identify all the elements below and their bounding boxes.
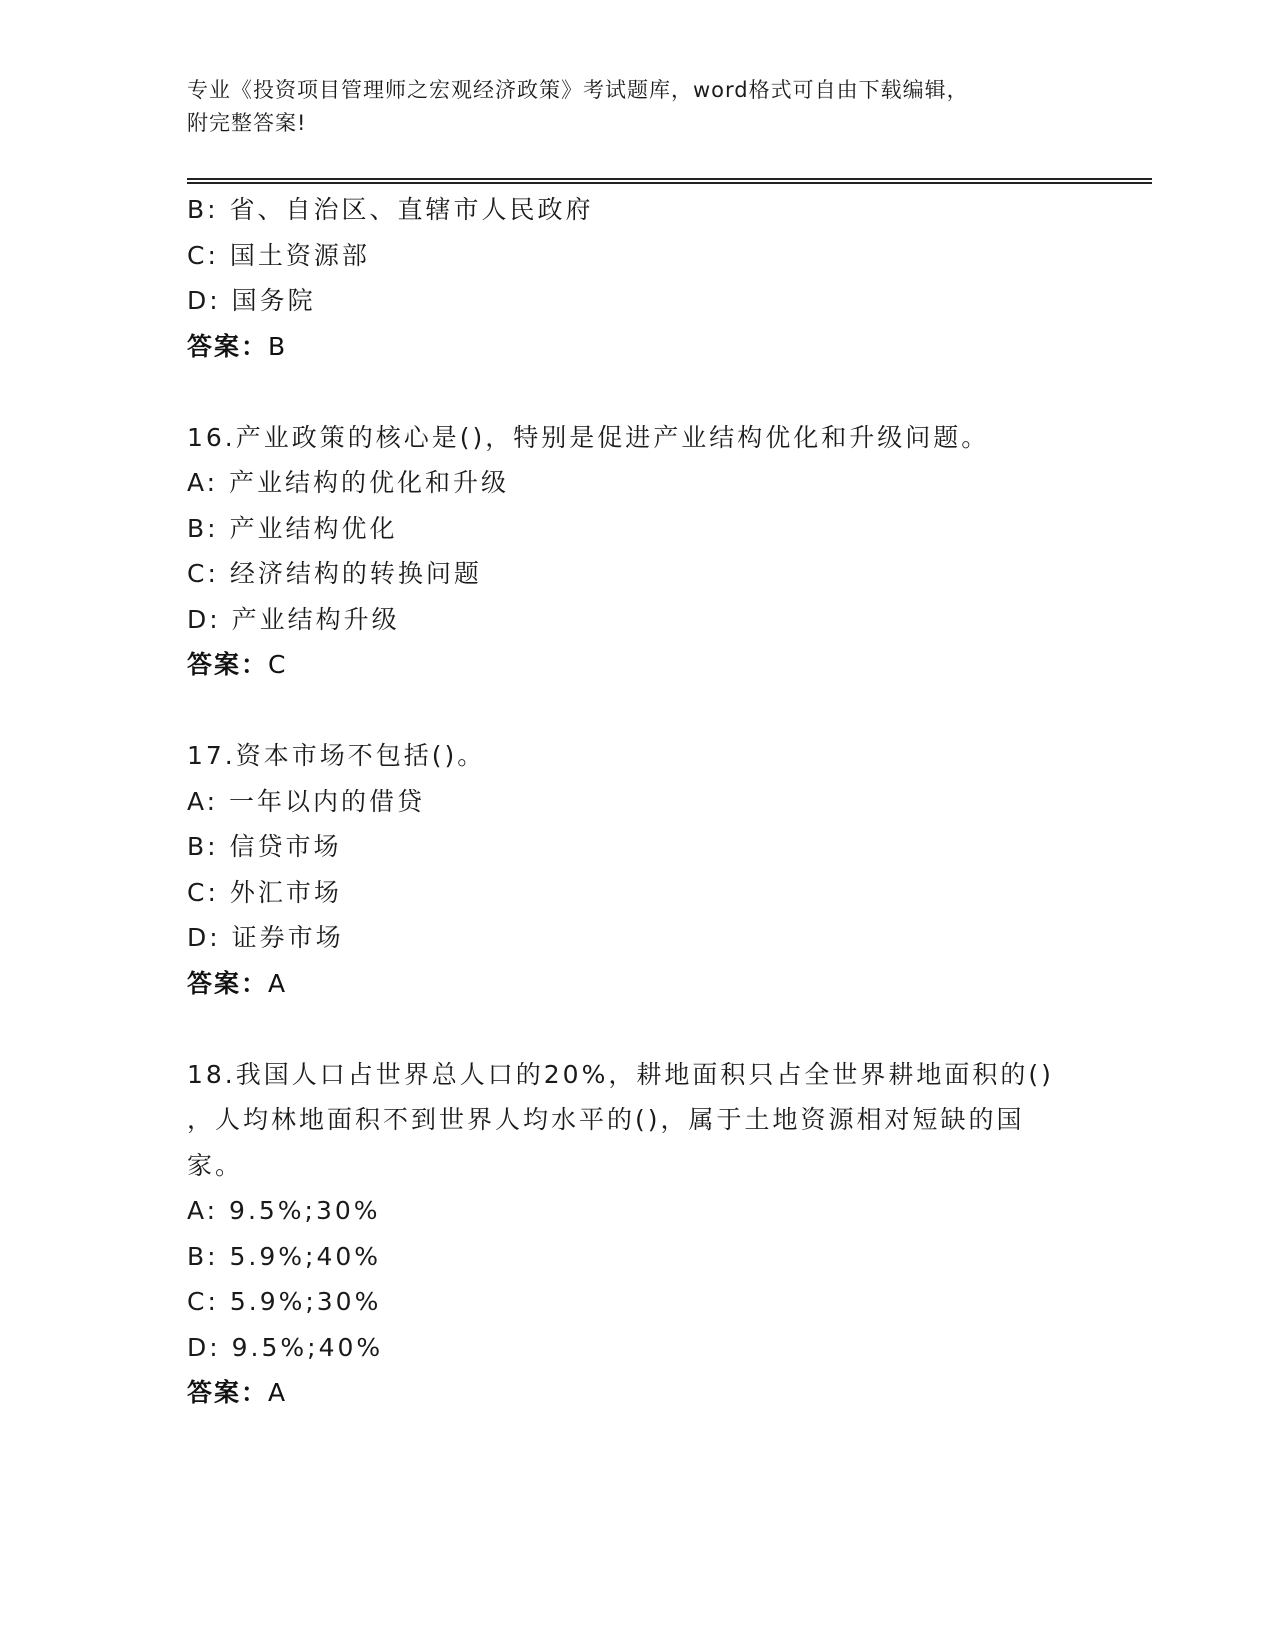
option-label: D: xyxy=(187,604,221,634)
answer-line xyxy=(187,1370,1087,1416)
option-text: 外汇市场 xyxy=(229,877,342,907)
option-text: 产业结构优化 xyxy=(229,513,398,543)
answer-line xyxy=(187,642,1087,688)
option-c xyxy=(187,233,1087,279)
question-stem-line-2: ，人均林地面积不到世界人均水平的()，属于土地资源相对短缺的国 xyxy=(187,1105,1025,1134)
option-b xyxy=(187,187,1087,233)
option-d xyxy=(187,915,1087,961)
option-d xyxy=(187,597,1087,643)
header-divider-bottom xyxy=(187,182,1152,184)
option-label: D: xyxy=(187,1332,221,1362)
option-label: C: xyxy=(187,877,219,907)
spacer xyxy=(187,688,1087,734)
option-d xyxy=(187,278,1087,324)
answer-value: A xyxy=(268,1378,289,1407)
option-a xyxy=(187,1188,1087,1234)
option-label: C: xyxy=(187,240,219,270)
question-18-block xyxy=(187,1052,1087,1416)
option-text: 产业结构升级 xyxy=(231,604,400,634)
option-label: A: xyxy=(187,468,219,497)
option-label: B: xyxy=(187,1241,219,1271)
option-text: 省、自治区、直辖市人民政府 xyxy=(229,195,594,224)
option-label: A: xyxy=(187,1196,219,1225)
option-text: 国土资源部 xyxy=(229,240,370,270)
question-stem: 16.产业政策的核心是()，特别是促进产业结构优化和升级问题。 xyxy=(187,422,990,452)
option-text: 5.9%;30% xyxy=(229,1287,382,1316)
option-label: D: xyxy=(187,286,221,315)
question-stem-line-1: 18.我国人口占世界总人口的20%，耕地面积只占全世界耕地面积的() xyxy=(187,1059,1054,1089)
header-line-1: 专业《投资项目管理师之宏观经济政策》考试题库，word格式可自由下载编辑， xyxy=(187,78,969,102)
option-text: 9.5%;40% xyxy=(231,1332,384,1362)
option-label: B: xyxy=(187,832,219,861)
option-text: 证券市场 xyxy=(231,923,344,952)
document-header xyxy=(187,74,1087,140)
question-17-block xyxy=(187,733,1087,1006)
answer-label: 答案： xyxy=(187,650,269,679)
question-stem: 17.资本市场不包括()。 xyxy=(187,741,486,770)
option-b xyxy=(187,1234,1087,1280)
answer-value: C xyxy=(268,650,289,679)
header-line-2: 附完整答案! xyxy=(187,111,307,135)
option-label: B: xyxy=(187,195,219,224)
header-divider-top xyxy=(187,178,1152,180)
option-d xyxy=(187,1325,1087,1371)
option-label: B: xyxy=(187,513,219,543)
option-b xyxy=(187,824,1087,870)
question-stem-line-3: 家。 xyxy=(187,1150,244,1180)
answer-line xyxy=(187,324,1087,370)
option-text: 一年以内的借贷 xyxy=(229,786,426,816)
option-text: 产业结构的优化和升级 xyxy=(229,468,510,497)
option-text: 经济结构的转换问题 xyxy=(229,559,482,588)
option-c xyxy=(187,1279,1087,1325)
option-b xyxy=(187,506,1087,552)
option-label: C: xyxy=(187,1287,219,1316)
option-text: 国务院 xyxy=(231,286,316,315)
answer-label: 答案： xyxy=(187,331,269,361)
option-c xyxy=(187,870,1087,916)
spacer xyxy=(187,369,1087,415)
option-label: A: xyxy=(187,786,219,816)
question-16-block xyxy=(187,415,1087,688)
option-c xyxy=(187,551,1087,597)
answer-value: B xyxy=(268,331,289,361)
option-a xyxy=(187,779,1087,825)
answer-label: 答案： xyxy=(187,968,269,998)
answer-value: A xyxy=(268,968,289,998)
question-content xyxy=(187,187,1087,1416)
option-text: 5.9%;40% xyxy=(229,1241,382,1271)
option-label: D: xyxy=(187,923,221,952)
answer-label: 答案： xyxy=(187,1378,269,1407)
option-text: 9.5%;30% xyxy=(229,1196,381,1225)
previous-question-block xyxy=(187,187,1087,369)
option-a xyxy=(187,460,1087,506)
option-label: C: xyxy=(187,559,219,588)
option-text: 信贷市场 xyxy=(229,832,342,861)
spacer xyxy=(187,1006,1087,1052)
answer-line xyxy=(187,961,1087,1007)
